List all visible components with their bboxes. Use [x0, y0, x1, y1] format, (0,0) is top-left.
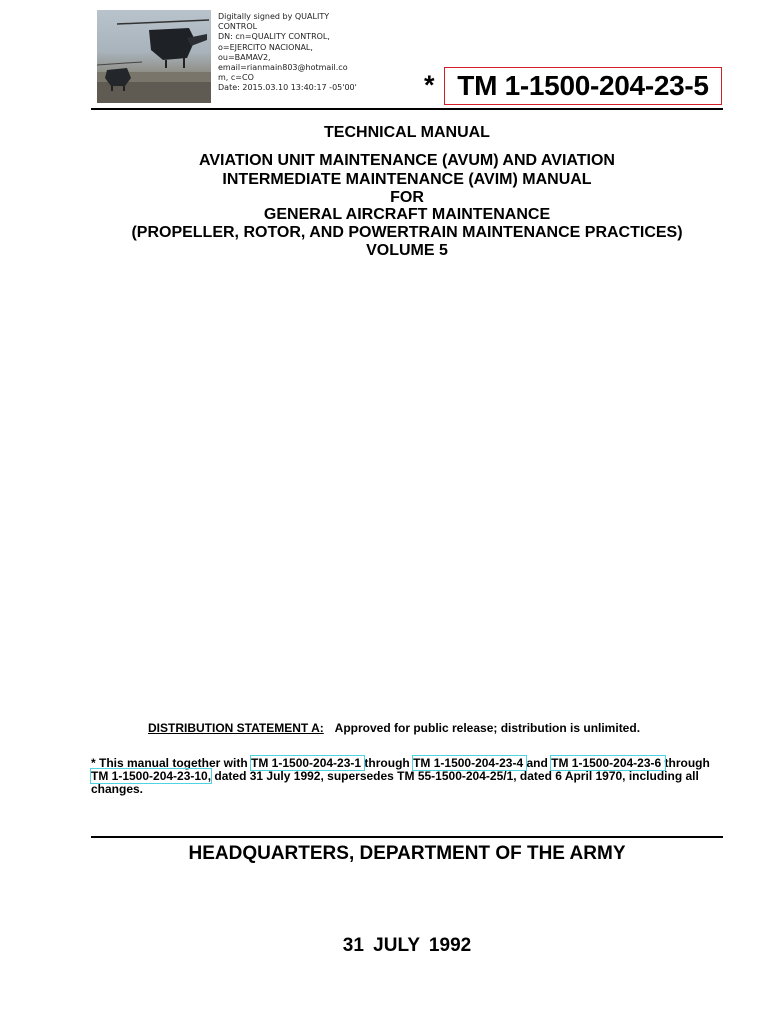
tm-asterisk: *	[424, 70, 435, 100]
publication-date: 31 JULY 1992	[342, 935, 472, 956]
digital-signature-block	[218, 12, 357, 94]
note-text: * This manual together with	[91, 756, 252, 770]
signature-line: DN: cn=QUALITY CONTROL,	[218, 32, 330, 42]
title-line: FOR	[390, 189, 424, 206]
supersession-note-line2	[91, 769, 723, 783]
note-text: through	[664, 756, 710, 770]
signature-line: Date: 2015.03.10 13:40:17 -05'00'	[218, 83, 357, 93]
bottom-rule	[91, 836, 723, 838]
signature-line: m, c=CO	[218, 73, 254, 83]
tm-link[interactable]: TM 1-1500-204-23-1	[251, 756, 365, 770]
volume-label: VOLUME 5	[366, 242, 448, 259]
signature-line: o=EJERCITO NACIONAL,	[218, 42, 313, 52]
title-line: (PROPELLER, ROTOR, AND POWERTRAIN MAINTENANCE PRACTICES)	[131, 224, 683, 241]
signature-line: email=rianmain803@hotmail.co	[218, 63, 348, 73]
helicopter-photo	[97, 10, 211, 103]
signature-line: Digitally signed by QUALITY	[218, 12, 330, 21]
headquarters-heading: HEADQUARTERS, DEPARTMENT OF THE ARMY	[188, 843, 626, 864]
signature-line: ou=BAMAV2,	[218, 52, 271, 62]
supersession-note-line3: changes.	[91, 782, 144, 796]
top-rule	[91, 108, 723, 110]
tm-link[interactable]: TM 1-1500-204-23-4	[413, 756, 527, 770]
note-text: through	[364, 756, 414, 770]
title-line: GENERAL AIRCRAFT MAINTENANCE	[263, 206, 551, 223]
tm-number[interactable]: TM 1-1500-204-23-5	[444, 67, 722, 105]
title-line: INTERMEDIATE MAINTENANCE (AVIM) MANUAL	[222, 171, 592, 188]
distribution-label: DISTRIBUTION STATEMENT A:	[148, 721, 324, 735]
tm-link[interactable]: TM 1-1500-204-23-6	[551, 756, 665, 770]
distribution-statement	[148, 721, 640, 735]
tm-link[interactable]: TM 1-1500-204-23-10,	[91, 769, 212, 783]
signature-line: CONTROL	[218, 22, 258, 32]
note-text: dated 31 July 1992, supersedes TM 55-1500-204-25/1, dated 6 April 1970, including all	[211, 769, 699, 783]
note-text: and	[526, 756, 552, 770]
document-kind: TECHNICAL MANUAL	[324, 124, 490, 141]
distribution-text: Approved for public release; distribution is unlimited.	[334, 721, 641, 735]
title-line: AVIATION UNIT MAINTENANCE (AVUM) AND AVIATION	[199, 152, 615, 169]
supersession-note-line1	[91, 756, 723, 770]
